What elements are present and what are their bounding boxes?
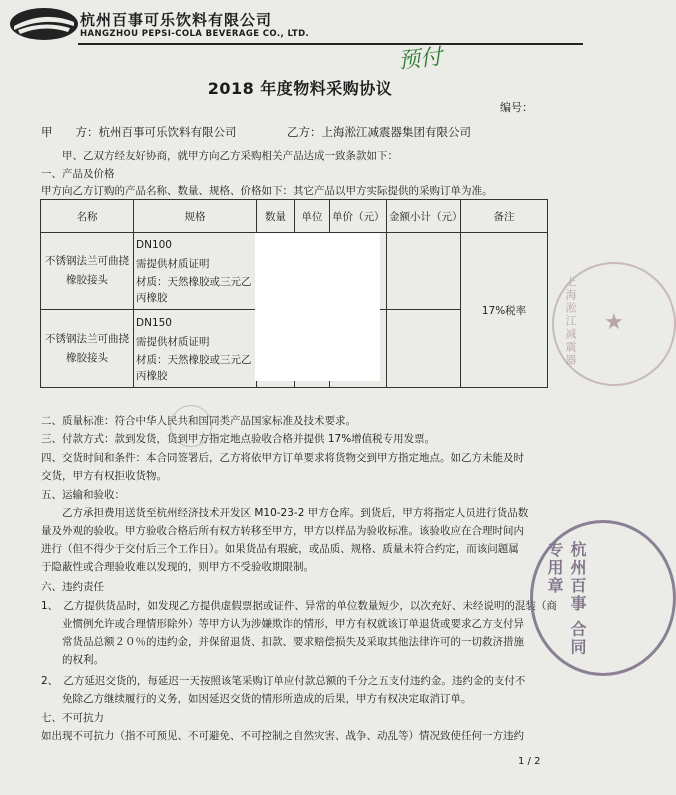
remark-cell: 17%税率 <box>461 233 548 388</box>
section-3: 三、付款方式：款到发货，货到甲方指定地点验收合格并提供 17%增值税专用发票。 <box>41 433 436 445</box>
spec-material: 材质：天然橡胶或三元乙丙橡胶 <box>136 353 252 382</box>
product-spec-cell <box>134 310 257 388</box>
seal-text: 上海淞江减震器 <box>564 276 577 367</box>
section-5-line3: 进行（但不得少于交付后三个工作日）。如果货品有瑕疵，或品质、规格、质量未符合约定，而该问题属 <box>41 543 519 555</box>
section-5-line1: 乙方承担费用送货至杭州经济技术开发区 M10-23-2 甲方仓库。到货后，甲方将指定人员进行货品数 <box>62 507 529 519</box>
page-number: 1 / 2 <box>518 756 541 767</box>
contract-seal-right <box>530 520 676 676</box>
product-spec-cell <box>134 233 257 310</box>
section-6-item2-line1: 2、 乙方延迟交货的，每延迟一天按照该笔采购订单应付款总额的千分之五支付违约金。违约金的支付不 <box>41 675 526 687</box>
section-7-line1: 如出现不可抗力（指不可预见、不可避免、不可控制之自然灾害、战争、动乱等）情况致使任何一方违约 <box>41 730 524 742</box>
spec-material: 材质：天然橡胶或三元乙丙橡胶 <box>136 276 252 304</box>
subtotal-cell <box>387 310 461 388</box>
header-divider <box>78 43 583 45</box>
subtotal-cell <box>387 233 461 310</box>
section-5-line2: 量及外观的验收。甲方验收合格后所有权方转移至甲方，甲方以样品为验收标准。该验收应在合理时间内 <box>41 525 524 537</box>
party-a: 甲 方：杭州百事可乐饮料有限公司 <box>41 125 237 139</box>
col-header-spec: 规格 <box>134 200 257 233</box>
pepsi-logo-icon <box>8 6 80 42</box>
col-header-name: 名称 <box>41 200 134 233</box>
section-2: 二、质量标准：符合中华人民共和国同类产品国家标准及技术要求。 <box>41 415 356 427</box>
section-4-line2: 交货，甲方有权拒收货物。 <box>41 470 167 482</box>
spec-size: DN100 <box>136 239 172 251</box>
col-header-price: 单价（元） <box>330 200 387 233</box>
section-6-item1-line3: 常货品总额２０％的违约金，并保留退货、扣款、要求赔偿损失及采取其他法律许可的一切救济措施 <box>62 636 524 648</box>
section-5-title: 五、运输和验收： <box>41 489 125 501</box>
seal-star-icon: ★ <box>604 310 624 335</box>
document-number-label: 编号： <box>500 101 533 114</box>
spec-cert: 需提供材质证明 <box>136 335 210 348</box>
company-name-en: HANGZHOU PEPSI-COLA BEVERAGE CO., LTD. <box>80 29 310 39</box>
spec-size: DN150 <box>136 316 172 329</box>
seal-text: 杭州百事 合同专用章 <box>545 541 587 657</box>
section-6-title: 六、违约责任 <box>41 581 104 593</box>
product-name-cell: 不锈钢法兰可曲挠橡胶接头 <box>41 310 134 388</box>
section-6-item1-line4: 的权利。 <box>62 654 104 666</box>
document-title: 2018 年度物料采购协议 <box>207 79 393 98</box>
redacted-block <box>255 233 380 381</box>
faint-seal-mark <box>170 405 212 447</box>
col-header-remark: 备注 <box>461 200 548 233</box>
col-header-subtotal: 金额小计（元） <box>387 200 461 233</box>
section-6-item1-line2: 业惯例允许或合理情形除外）等甲方认为涉嫌欺诈的情形，甲方有权就该订单退货或要求乙方支付异 <box>62 618 524 630</box>
intro-text: 甲、乙双方经友好协商，就甲方向乙方采购相关产品达成一致条款如下： <box>62 150 398 162</box>
company-name-cn: 杭州百事可乐饮料有限公司 <box>80 11 273 29</box>
product-name-cell: 不锈钢法兰可曲挠橡胶接头 <box>41 233 134 310</box>
col-header-unit: 单位 <box>295 200 330 233</box>
section-1-text: 甲方向乙方订购的产品名称、数量、规格、价格如下：其它产品以甲方实际提供的采购订单为准。 <box>41 185 493 197</box>
section-4-line1: 四、交货时间和条件：本合同签署后，乙方将依甲方订单要求将货物交到甲方指定地点。如乙方未能及时 <box>41 452 524 464</box>
col-header-qty: 数量 <box>257 200 295 233</box>
party-b: 乙方：上海淞江减震器集团有限公司 <box>287 125 471 139</box>
spec-cert: 需提供材质证明 <box>136 258 210 270</box>
section-6-item1-line1: 1、 乙方提供货品时，如发现乙方提供虚假票据或证件、异常的单位数量短少，以次充好、未经说明的混装（商 <box>41 600 557 612</box>
company-seal-upper-right <box>552 262 676 386</box>
section-5-line4: 于隐蔽性或合理验收难以发现的，则甲方不受验收期限制。 <box>41 561 314 573</box>
handwritten-note: 预付 <box>397 44 444 75</box>
section-6-item2-line2: 免除乙方继续履行的义务，如因延迟交货的情形所造成的后果，甲方有权决定取消订单。 <box>62 693 472 705</box>
section-7-title: 七、不可抗力 <box>41 712 104 724</box>
table-header-row <box>41 200 548 233</box>
section-1-title: 一、产品及价格 <box>41 168 115 180</box>
